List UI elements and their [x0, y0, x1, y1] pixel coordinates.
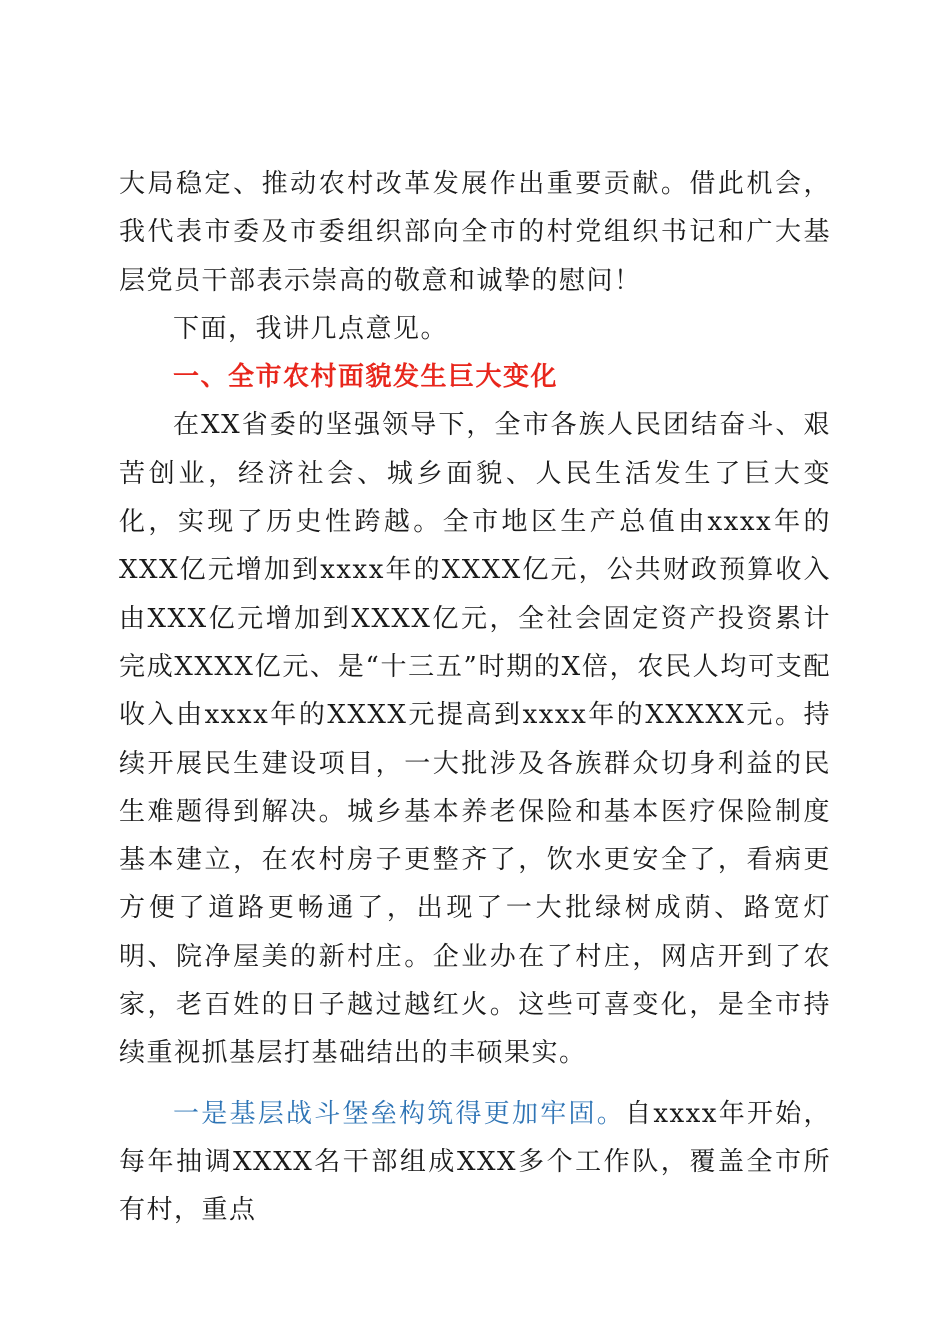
section-heading: 一、全市农村面貌发生巨大变化 [173, 362, 559, 393]
point-one-lead: 一是基层战斗堡垒构筑得更加牢固。 [173, 1098, 626, 1129]
point-one-paragraph [119, 1090, 831, 1235]
body-paragraph: 在XX省委的坚强领导下，全市各族人民团结奋斗、艰苦创业，经济社会、城乡面貌、人民生活发生了巨大变化，实现了历史性跨越。全市地区生产总值由xxxx年的XXX亿元增加到xxxx年的XXXX亿元，公共财政预算收入由XXX亿元增加到XXXX亿元，全社会固定资产投资累计完成XXXX亿元、是“十三五”时期的X倍，农民人均可支配收入由xxxx年的XXXX元提高到xxxx年的XXXXX元。持续开展民生建设项目，一大批涉及各族群众切身利益的民生难题得到解决。城乡基本养老保险和基本医疗保险制度基本建立，在农村房子更整齐了，饮水更安全了，看病更方便了道路更畅通了，出现了一大批绿树成荫、路宽灯明、院净屋美的新村庄。企业办在了村庄，网店开到了农家，老百姓的日子越过越红火。这些可喜变化，是全市持续重视抓基层打基础结出的丰硕果实。 [119, 410, 831, 1069]
document-body [119, 160, 831, 1235]
paragraph-spacer [119, 1078, 831, 1090]
point-one-text: 自xxxx年开始，每年抽调XXXX名干部组成XXX多个工作队，覆盖全市所有村，重点 [119, 1098, 831, 1226]
transition-paragraph: 下面，我讲几点意见。 [173, 313, 449, 344]
intro-paragraph: 大局稳定、推动农村改革发展作出重要贡献。借此机会，我代表市委及市委组织部向全市的村党组织书记和广大基层党员干部表示崇高的敬意和诚挚的慰问！ [119, 169, 831, 296]
